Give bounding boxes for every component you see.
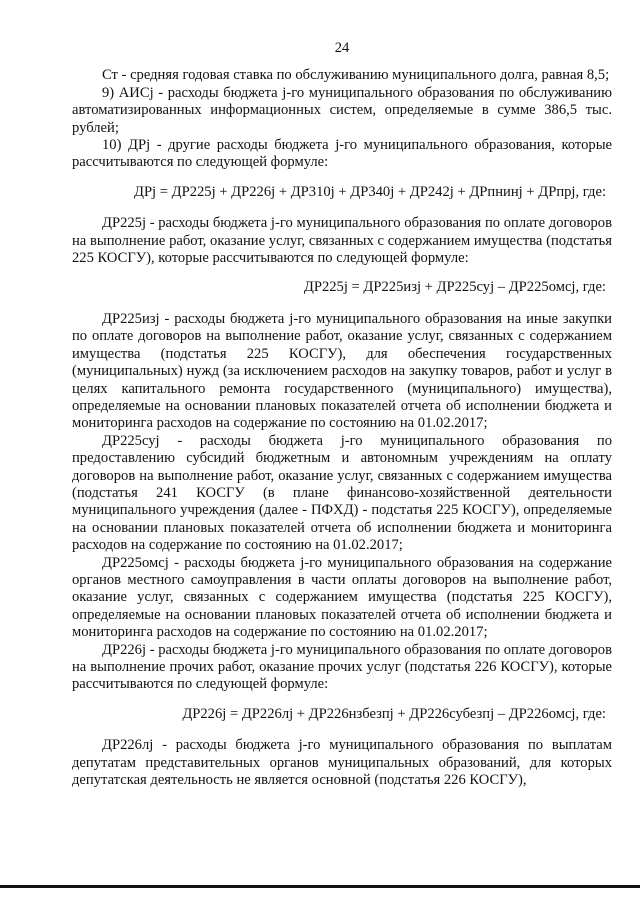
- document-page: [72, 40, 612, 789]
- paragraph-dr: 10) ДРj - другие расходы бюджета j-го муниципального образования, которые рассчитываются по следующей формуле:: [72, 137, 612, 171]
- paragraph-dr225: ДР225j - расходы бюджета j-го муниципального образования по оплате договоров на выполнение работ, оказание услуг, связанных с содержанием имущества (подстатья 225 КОСГУ), которые рассчитываются по следующей формуле:: [72, 215, 612, 267]
- paragraph-dr225iz: ДР225изj - расходы бюджета j-го муниципального образования на иные закупки по оплате договоров на выполнение работ, оказание услуг, связанных с содержанием имущества (подстатья 225 КОСГУ), для обеспечения государственных (муниципальных) нужд (за исключением расходов на закупку товаров, работ и услуг в целях капитального ремонта государственного (муниципального) имущества), определяемые на основании плановых показателей отчета об исполнении бюджета и мониторинга расходов на содержание по состоянию на 01.02.2017;: [72, 310, 612, 432]
- paragraph-dr226: ДР226j - расходы бюджета j-го муниципального образования по оплате договоров на выполнение прочих работ, оказание прочих услуг (подстатья 226 КОСГУ), которые рассчитываются по следующей формуле:: [72, 641, 612, 693]
- paragraph-dr225oms: ДР225омсj - расходы бюджета j-го муниципального образования на содержание органов местного самоуправления в части оплаты договоров на выполнение работ, оказание услуг, связанных с содержанием имущества (подстатья 225 КОСГУ), определяемые на основании плановых показателей отчета об исполнении бюджета и мониторинга расходов на содержание по состоянию на 01.02.2017;: [72, 554, 612, 641]
- paragraph-dr225su: ДР225суj - расходы бюджета j-го муниципального образования по предоставлению субсидий бюджетным и автономным учреждениям на оплату договоров на выполнение работ, оказание услуг, связанных с содержанием имущества (подстатья 241 КОСГУ (в плане финансово-хозяйственной деятельности муниципального учреждения (далее - ПФХД) - подстатья 225 КОСГУ), определяемые на основании плановых показателей отчета об исполнении бюджета и мониторинга расходов на содержание по состоянию на 01.02.2017;: [72, 432, 612, 554]
- formula-dr226: ДР226j = ДР226лj + ДР226нзбезпj + ДР226субезпj – ДР226омсj, где:: [182, 705, 606, 722]
- paragraph-dr226l: ДР226лj - расходы бюджета j-го муниципального образования по выплатам депутатам представительных органов муниципальных образований, для которых депутатская деятельность не является основной (подстатья 226 КОСГУ),: [72, 737, 612, 789]
- paragraph-st: Ст - средняя годовая ставка по обслуживанию муниципального долга, равная 8,5;: [102, 67, 610, 84]
- formula-dr225: ДР225j = ДР225изj + ДР225суj – ДР225омсj, где:: [303, 279, 606, 296]
- formula-dr: ДРj = ДР225j + ДР226j + ДР310j + ДР340j + ДР242j + ДРпнинj + ДРпрj, где:: [133, 183, 606, 200]
- paragraph-ais: 9) АИСj - расходы бюджета j-го муниципального образования по обслуживанию автоматизированных информационных систем, определяемые в сумме 386,5 тыс. рублей;: [72, 84, 612, 136]
- page-number: 24: [334, 40, 350, 56]
- bottom-rule: [0, 885, 640, 888]
